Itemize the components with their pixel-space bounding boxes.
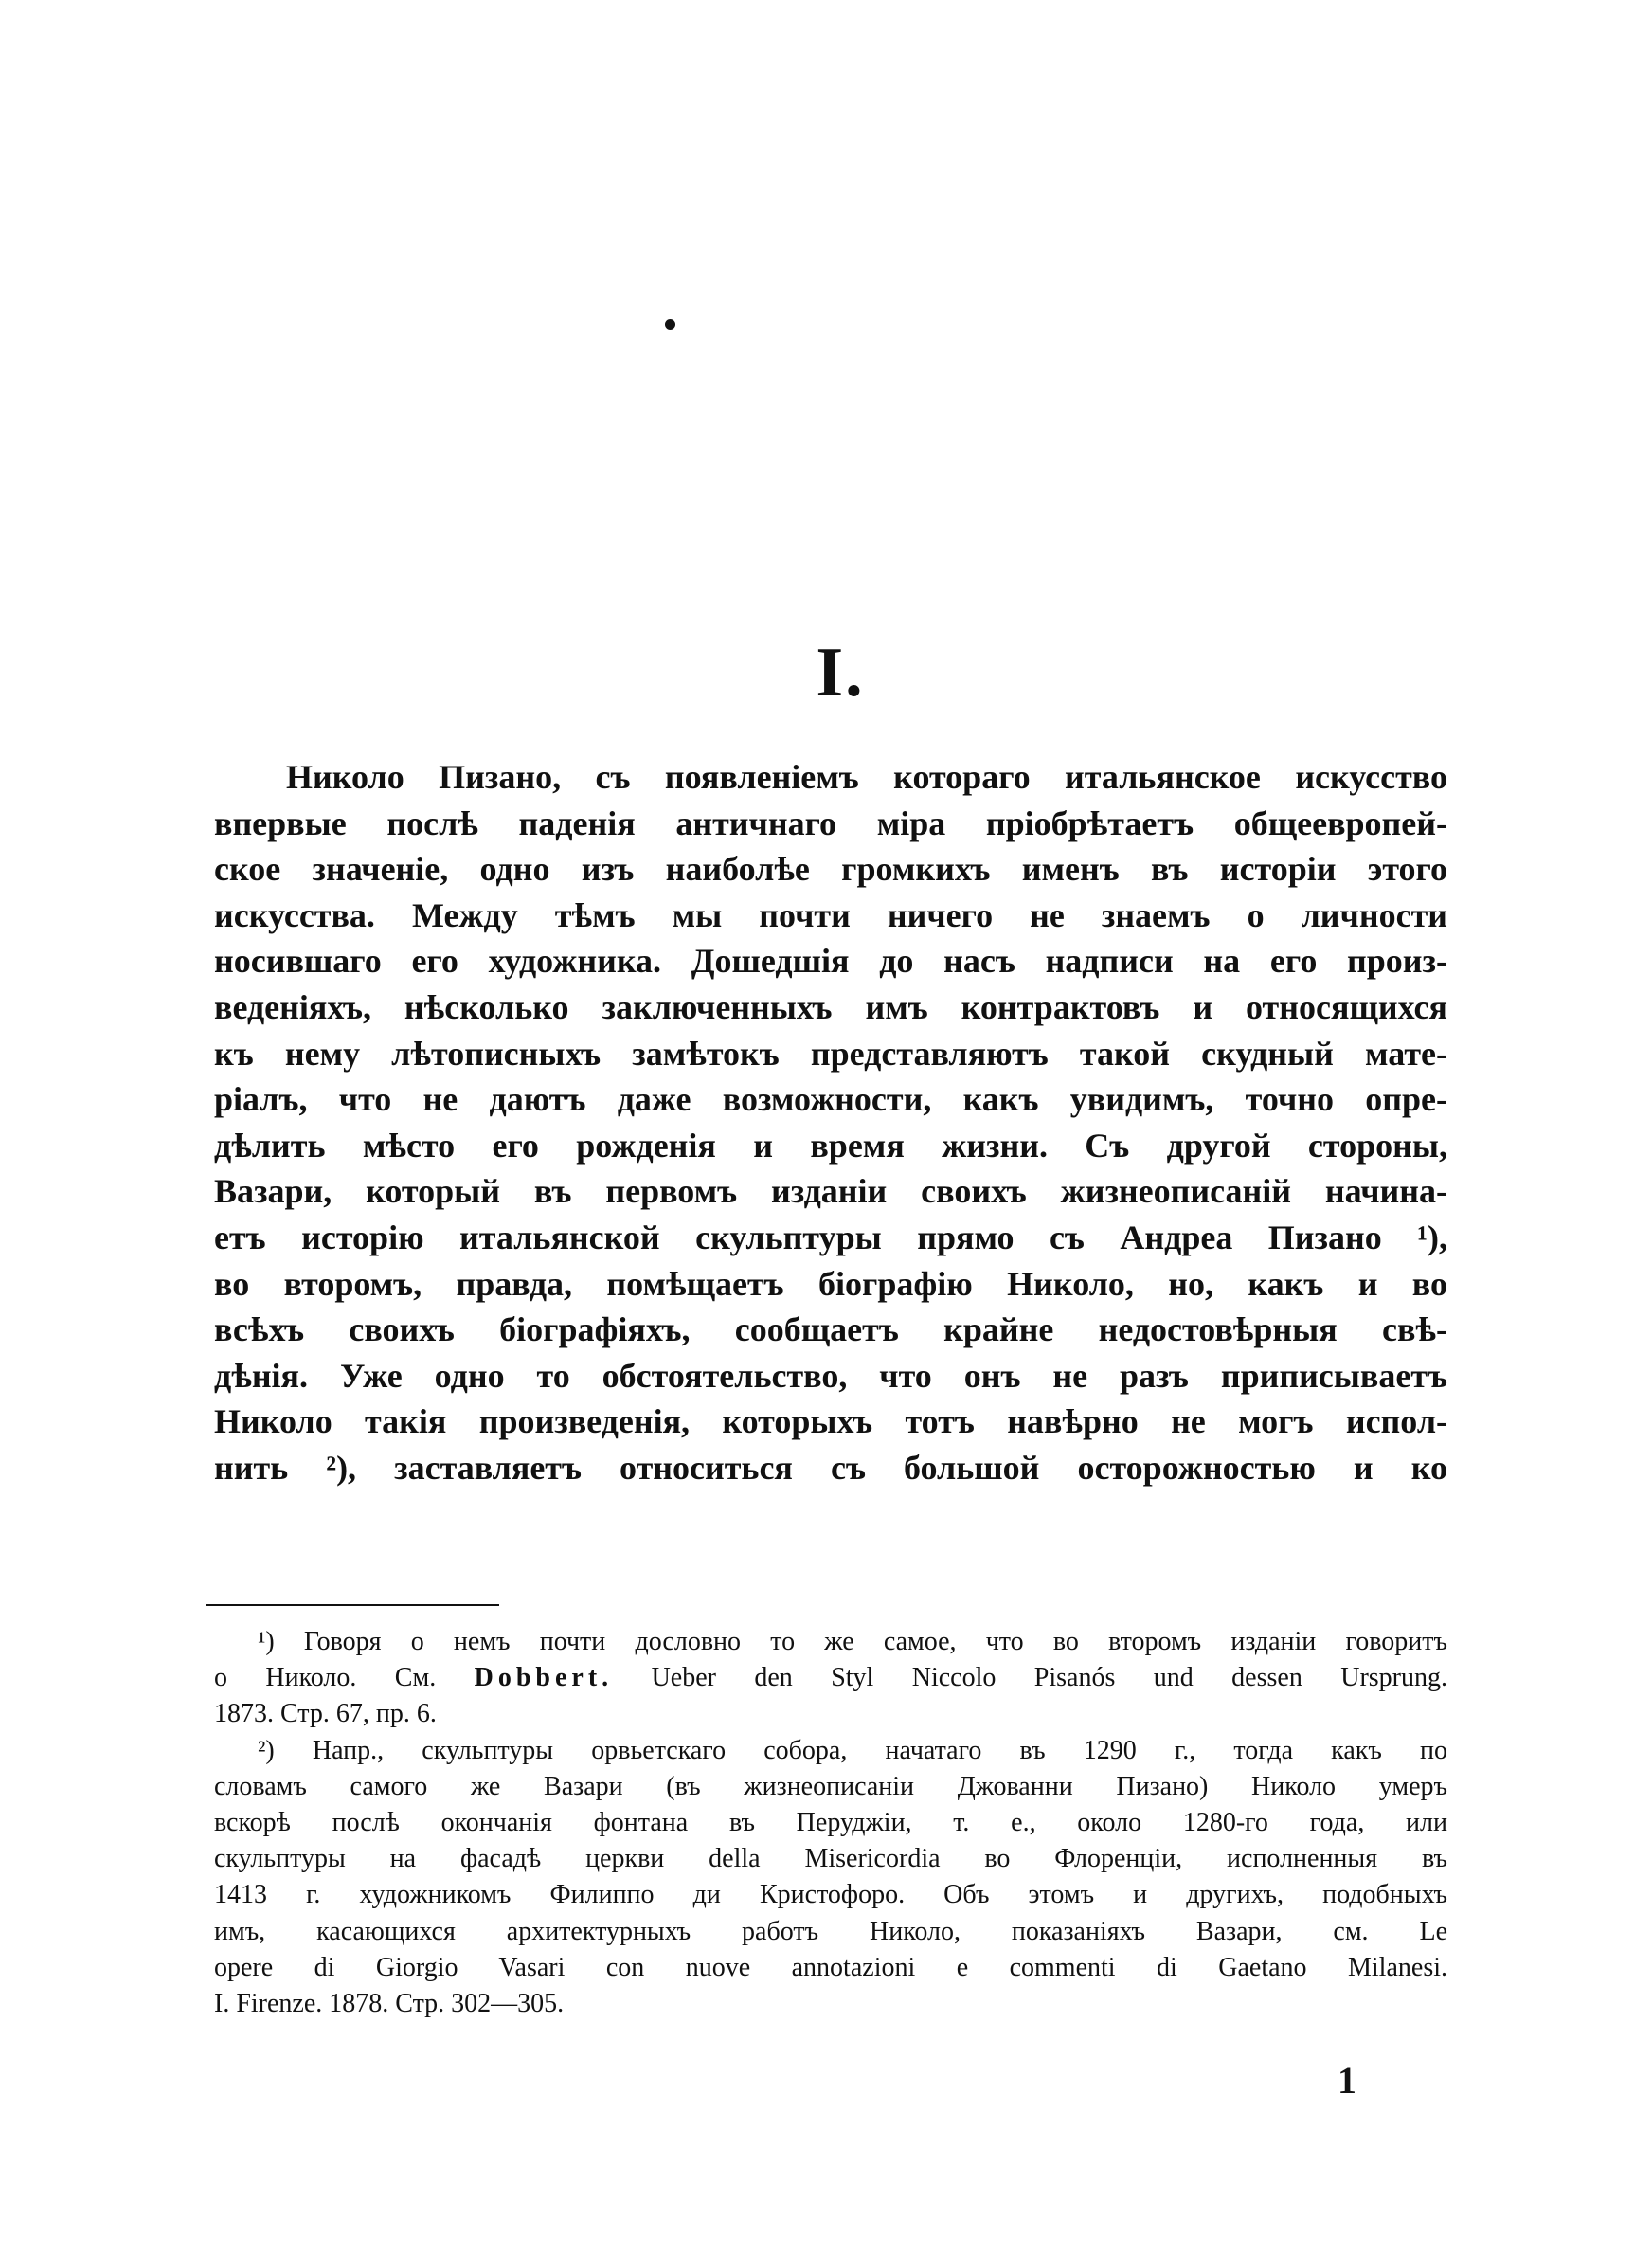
footnotes <box>214 1624 1447 2022</box>
footnote-2-line: opere di Giorgio Vasari con nuove annotazioni e commenti di Gaetano Milanesi. <box>214 1952 1447 1982</box>
footnote-2-line: словамъ самого же Вазари (въ жизнеописаніи Джованни Пизано) Николо умеръ <box>214 1771 1447 1801</box>
footnote-1-title: Ueber den Styl Niccolo Pisanós und dessen Ursprung. <box>651 1663 1447 1693</box>
footnote-2-line: ²) Напр., скульптуры орвьетскаго собора, начатаго въ 1290 г., тогда какъ по <box>258 1735 1447 1765</box>
paragraph-line: веденіяхъ, нѣсколько заключенныхъ имъ контрактовъ и относящихся <box>214 987 1447 1026</box>
paragraph-line: ское значеніе, одно изъ наиболѣе громкихъ именъ въ исторіи этого <box>214 850 1447 889</box>
footnote-1-line: 1873. Стр. 67, пр. 6. <box>214 1699 437 1729</box>
paragraph-line: дѣлить мѣсто его рожденія и время жизни. Съ другой стороны, <box>214 1126 1447 1165</box>
footnote-1-citation-line <box>214 1660 1447 1696</box>
paragraph-line: впервые послѣ паденія античнаго міра пріобрѣтаетъ общеевропей- <box>214 803 1447 842</box>
footnote-1-see: о Николо. См. <box>214 1663 437 1693</box>
stray-dot-mark <box>665 319 675 330</box>
footnote-2-line: I. Firenze. 1878. Стр. 302—305. <box>214 1988 565 2018</box>
paragraph-line: Николо такія произведенія, которыхъ тотъ навѣрно не могъ испол- <box>214 1402 1447 1441</box>
paragraph-line: нить ²), заставляетъ относиться съ большой осторожностью и ко <box>214 1448 1447 1487</box>
footnote-2-line: вскорѣ послѣ окончанія фонтана въ Перуджіи, т. е., около 1280-го года, или <box>214 1807 1447 1837</box>
footnote-divider <box>206 1604 499 1606</box>
paragraph-line: искусства. Между тѣмъ мы почти ничего не знаемъ о личности <box>214 895 1447 934</box>
paragraph-line: къ нему лѣтописныхъ замѣтокъ представляютъ такой скудный мате- <box>214 1034 1447 1073</box>
paragraph-line: Николо Пизано, съ появленіемъ котораго итальянское искусство <box>286 758 1447 796</box>
paragraph-line: во второмъ, правда, помѣщаетъ біографію Николо, но, какъ и во <box>214 1264 1447 1303</box>
paragraph-line: ріалъ, что не даютъ даже возможности, какъ увидимъ, точно опре- <box>214 1080 1447 1119</box>
footnote-2-line: скульптуры на фасадѣ церкви della Misericordia во Флоренціи, исполненныя въ <box>214 1844 1447 1874</box>
main-paragraph <box>214 754 1447 1491</box>
paragraph-line: етъ исторію итальянской скульптуры прямо съ Андреа Пизано ¹), <box>214 1218 1447 1256</box>
footnote-1-author: Dobbert. <box>474 1663 614 1693</box>
page-number: 1 <box>1338 2059 1356 2102</box>
footnote-1-line: ¹) Говоря о немъ почти дословно то же самое, что во второмъ изданіи говоритъ <box>258 1627 1447 1656</box>
footnote-2-line: имъ, касающихся архитектурныхъ работъ Николо, показаніяхъ Вазари, см. Le <box>214 1916 1447 1946</box>
chapter-numeral: I. <box>816 634 865 712</box>
footnote-2-line: 1413 г. художникомъ Филиппо ди Кристофоро. Объ этомъ и другихъ, подобныхъ <box>214 1880 1447 1910</box>
paragraph-line: всѣхъ своихъ біографіяхъ, сообщаетъ крайне недостовѣрныя свѣ- <box>214 1310 1447 1349</box>
paragraph-line: носившаго его художника. Дошедшія до насъ надписи на его произ- <box>214 942 1447 981</box>
paragraph-line: Вазари, который въ первомъ изданіи своихъ жизнеописаній начина- <box>214 1172 1447 1211</box>
paragraph-line: дѣнія. Уже одно то обстоятельство, что онъ не разъ приписываетъ <box>214 1356 1447 1395</box>
